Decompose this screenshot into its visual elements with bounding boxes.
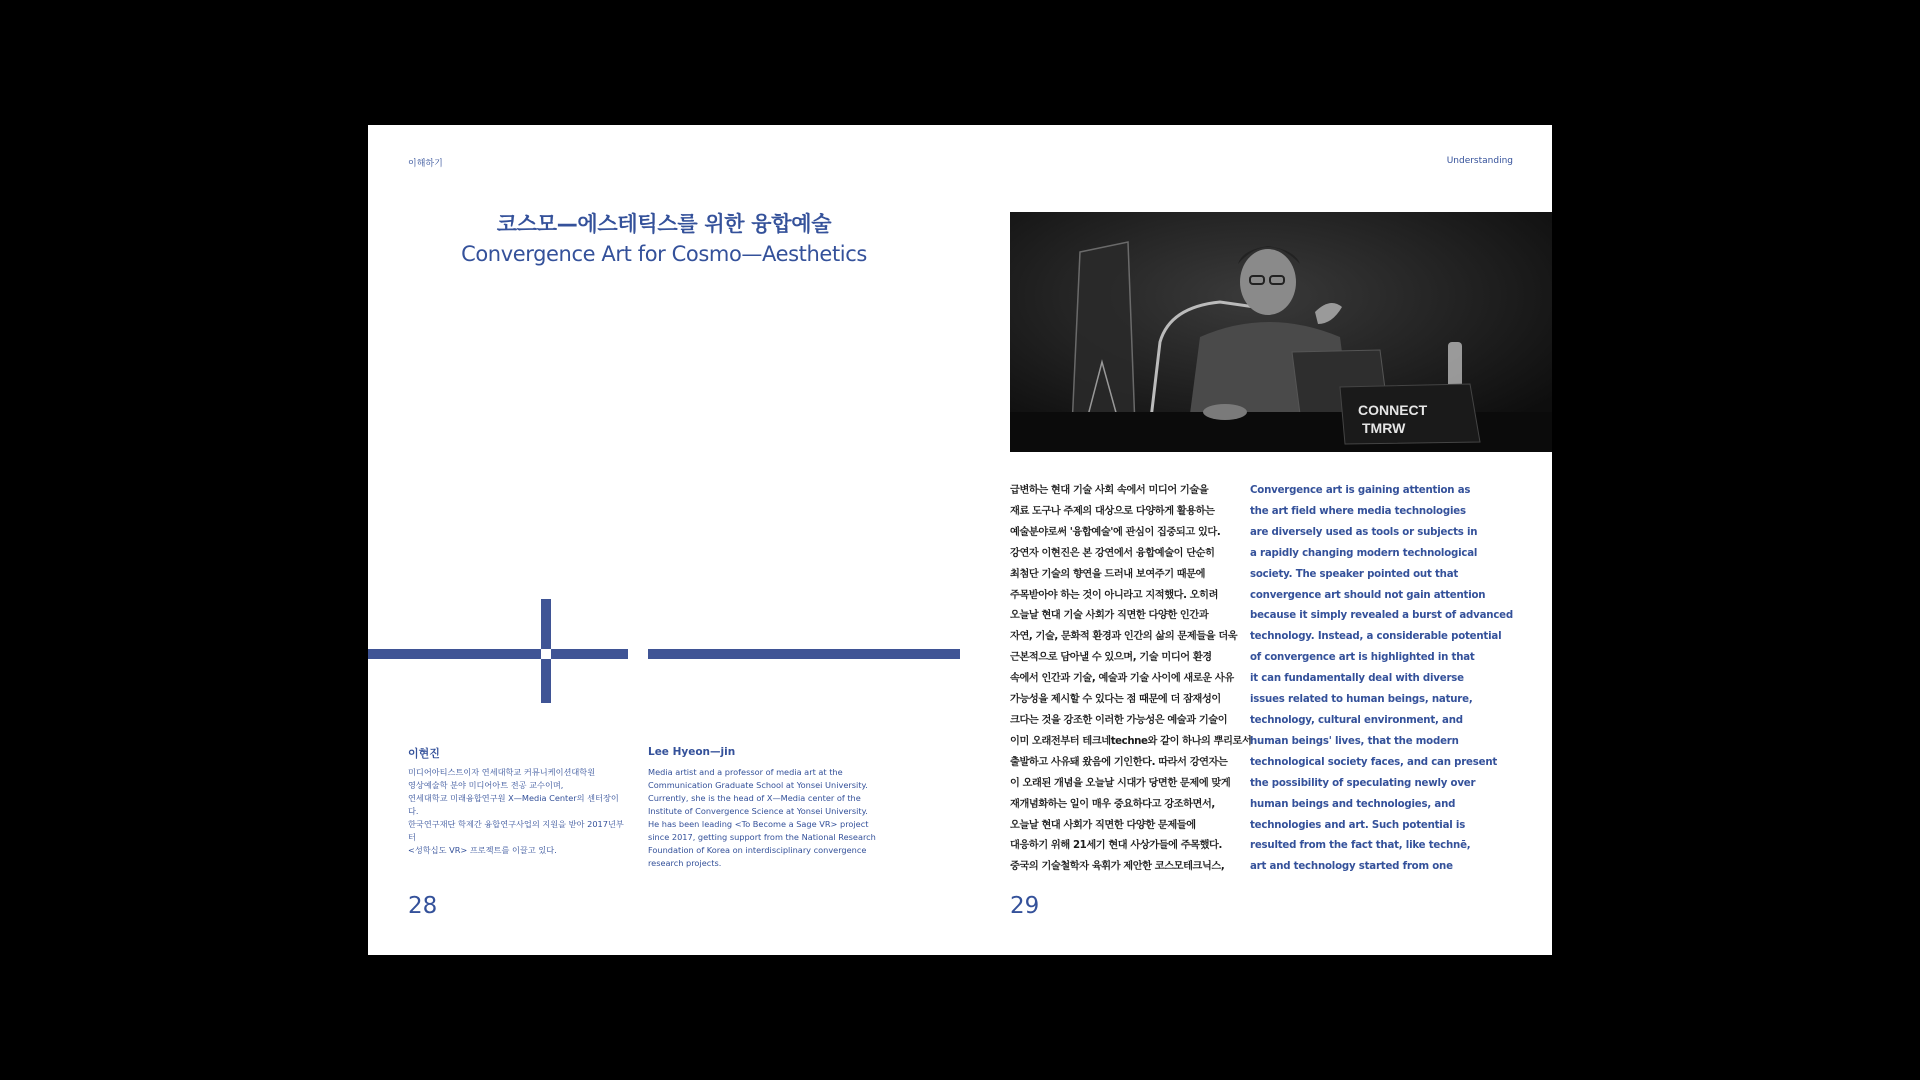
body-line: society. The speaker pointed out that [1250, 568, 1459, 580]
body-line: are diversely used as tools or subjects in [1250, 526, 1478, 538]
left-page [368, 125, 960, 955]
right-page [960, 125, 1552, 955]
body-line: 예술분야로써 '융합예술'에 관심이 집중되고 있다. [1010, 526, 1221, 538]
bio-line: 영상예술학 분야 미디어아트 전공 교수이며, [408, 780, 564, 790]
speaker-bio-korean [408, 766, 628, 857]
bio-line: 한국연구재단 학제간 융합연구사업의 지원을 받아 2017년부터 [408, 819, 624, 842]
body-line: technological society faces, and can present [1250, 756, 1498, 768]
bio-line: Foundation of Korea on interdisciplinary convergence [648, 845, 867, 855]
body-line: 최첨단 기술의 향연을 드러내 보여주기 때문에 [1010, 568, 1206, 580]
running-head-right: Understanding [1446, 156, 1513, 166]
body-line: of convergence art is highlighted in that [1250, 652, 1475, 664]
body-line: human beings' lives, that the modern [1250, 735, 1459, 747]
body-line: resulted from the fact that, like technē, [1250, 840, 1471, 852]
cross-gap [541, 649, 551, 659]
bio-line: Communication Graduate School at Yonsei University. [648, 780, 868, 790]
body-line: 출발하고 사유돼 왔음에 기인한다. 따라서 강연자는 [1010, 756, 1228, 768]
body-line: 자연, 기술, 문화적 환경과 인간의 삶의 문제들을 더욱 [1010, 631, 1238, 643]
body-line: technologies and art. Such potential is [1250, 819, 1466, 831]
page-number-right: 29 [1010, 893, 1040, 919]
body-line: Convergence art is gaining attention as [1250, 485, 1471, 496]
horizontal-rule-left [368, 649, 628, 659]
photo-sign-line-1: CONNECT [1358, 402, 1428, 418]
body-line: 급변하는 현대 기술 사회 속에서 미디어 기술을 [1010, 485, 1209, 496]
bio-line: 미디어아티스트이자 연세대학교 커뮤니케이션대학원 [408, 767, 596, 777]
body-line: issues related to human beings, nature, [1250, 694, 1473, 706]
speaker-name-korean: 이현진 [408, 747, 440, 760]
body-text-korean [1010, 481, 1252, 878]
body-line: because it simply revealed a burst of advanced [1250, 610, 1513, 622]
body-line: 오늘날 현대 사회가 직면한 다양한 문제들에 [1010, 819, 1196, 831]
body-line: 재개념화하는 일이 매우 중요하다고 강조하면서, [1010, 798, 1215, 810]
body-line: 재료 도구나 주제의 대상으로 다양하게 활용하는 [1010, 505, 1215, 517]
body-line: 이 오래된 개념을 오늘날 시대가 당면한 문제에 맞게 [1010, 777, 1231, 789]
body-line: 가능성을 제시할 수 있다는 점 때문에 더 잠재성이 [1010, 694, 1221, 706]
body-line: it can fundamentally deal with diverse [1250, 673, 1464, 685]
speaker-photo [1010, 212, 1552, 452]
speaker-photo-illustration [1010, 212, 1552, 452]
body-line: 강연자 이현진은 본 강연에서 융합예술이 단순히 [1010, 547, 1215, 559]
bio-line: Institute of Convergence Science at Yonsei University. [648, 806, 868, 816]
body-line: convergence art should not gain attention [1250, 589, 1486, 601]
body-line: 오늘날 현대 기술 사회가 직면한 다양한 인간과 [1010, 610, 1209, 622]
body-line: 중국의 기술철학자 육휘가 제안한 코스모테크닉스, [1010, 861, 1225, 873]
bio-line: research projects. [648, 858, 722, 868]
body-line: 크다는 것을 강조한 이러한 가능성은 예술과 기술이 [1010, 714, 1228, 726]
bio-line: 연세대학교 미래융합연구원 X—Media Center의 센터장이다. [408, 793, 619, 816]
body-line: 주목받아야 하는 것이 아니라고 지적했다. 오히려 [1010, 589, 1219, 601]
body-line: technology, cultural environment, and [1250, 714, 1463, 726]
body-text-english [1250, 481, 1513, 878]
title-english: Convergence Art for Cosmo—Aesthetics [461, 242, 867, 266]
bio-line: He has been leading <To Become a Sage VR> project [648, 819, 869, 829]
body-line: art and technology started from one [1250, 861, 1453, 873]
bio-line: since 2017, getting support from the National Research [648, 832, 876, 842]
bio-line: Currently, she is the head of X—Media center of the [648, 793, 861, 803]
bio-line: Media artist and a professor of media art at the [648, 767, 843, 777]
body-line: 이미 오래전부터 테크네techne와 같이 하나의 뿌리로서 [1010, 735, 1252, 747]
title-korean: 코스모—에스테틱스를 위한 융합예술 [496, 212, 832, 236]
body-line: 속에서 인간과 기술, 예술과 기술 사이에 새로운 사유 [1010, 673, 1234, 685]
body-line: human beings and technologies, and [1250, 798, 1456, 810]
page-number-left: 28 [408, 893, 438, 919]
book-spread [368, 125, 1552, 955]
body-line: a rapidly changing modern technological [1250, 547, 1478, 559]
speaker-bio-english [648, 766, 878, 870]
horizontal-rule-right [648, 649, 960, 659]
body-line: the possibility of speculating newly over [1250, 777, 1476, 789]
speaker-name-english: Lee Hyeon—jin [648, 746, 736, 758]
body-line: 근본적으로 담아낼 수 있으며, 기술 미디어 환경 [1010, 652, 1212, 664]
bio-line: <성학십도 VR> 프로젝트를 이끌고 있다. [408, 845, 557, 855]
article-title [368, 208, 960, 266]
photo-sign-line-2: TMRW [1362, 420, 1406, 436]
body-line: 대응하기 위해 21세기 현대 사상가들에 주목했다. [1010, 840, 1222, 852]
body-line: the art field where media technologies [1250, 505, 1466, 517]
body-line: technology. Instead, a considerable potential [1250, 631, 1502, 643]
running-head-left: 이해하기 [408, 159, 443, 169]
